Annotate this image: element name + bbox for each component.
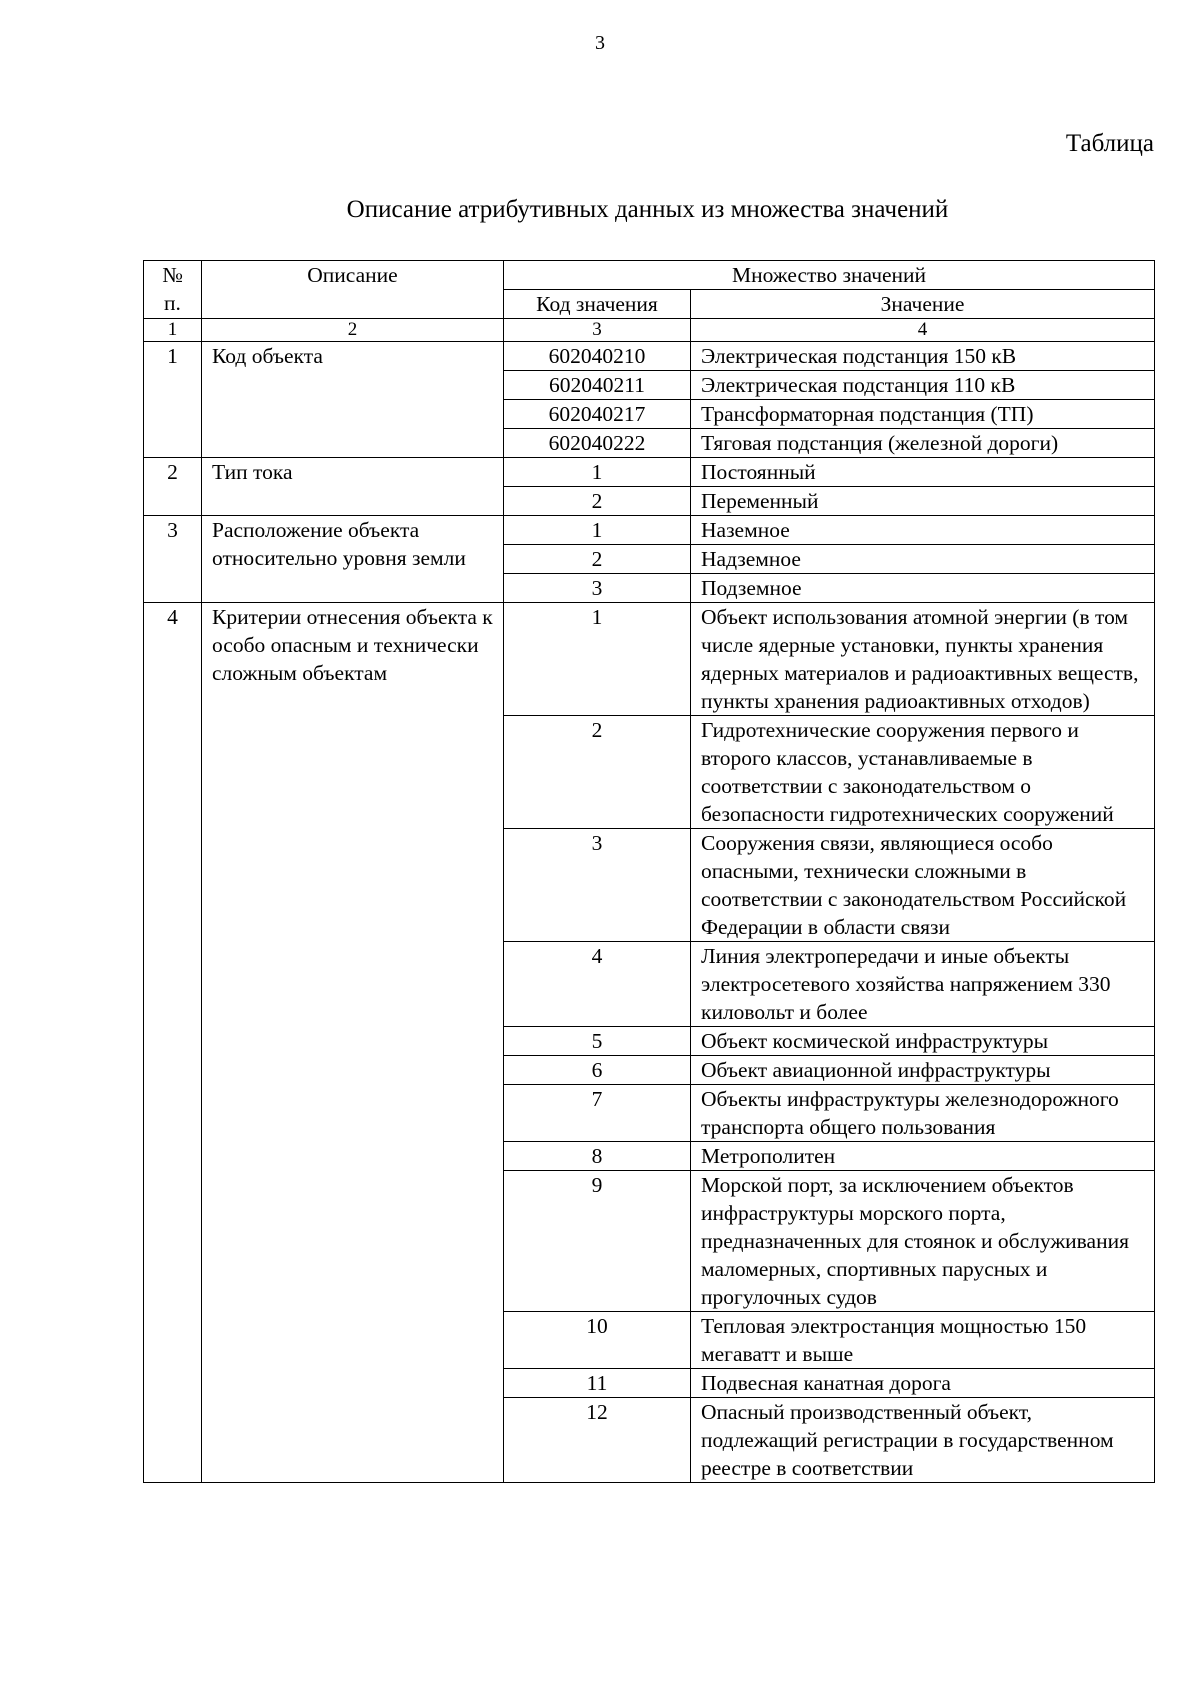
value-code: 2 [504, 545, 691, 574]
value-text: Подземное [691, 574, 1155, 603]
table-label: Таблица [1065, 130, 1154, 157]
table-row [144, 516, 1155, 545]
value-text: Сооружения связи, являющиеся особо опасными, технически сложными в соответствии с законодательством Российской Федерации в области связи [691, 829, 1155, 942]
value-text: Объекты инфраструктуры железнодорожного транспорта общего пользования [691, 1085, 1155, 1142]
value-code: 2 [504, 716, 691, 829]
value-code: 9 [504, 1171, 691, 1312]
value-text: Объект авиационной инфраструктуры [691, 1056, 1155, 1085]
value-text: Опасный производственный объект, подлежащий регистрации в государственном реестре в соответствии [691, 1398, 1155, 1483]
table-row [144, 342, 1155, 371]
value-text: Тепловая электростанция мощностью 150 мегаватт и выше [691, 1312, 1155, 1369]
value-text: Наземное [691, 516, 1155, 545]
table-row [144, 603, 1155, 716]
value-text: Объект космической инфраструктуры [691, 1027, 1155, 1056]
attribute-table [143, 260, 1155, 1483]
value-text: Тяговая подстанция (железной дороги) [691, 429, 1155, 458]
value-code: 3 [504, 829, 691, 942]
header-value-set: Множество значений [504, 261, 1155, 290]
header-description: Описание [202, 261, 504, 319]
attribute-description: Критерии отнесения объекта к особо опасным и технически сложным объектам [202, 603, 504, 1483]
attribute-description: Расположение объекта относительно уровня земли [202, 516, 504, 603]
value-code: 2 [504, 487, 691, 516]
value-code: 11 [504, 1369, 691, 1398]
value-code: 10 [504, 1312, 691, 1369]
row-number: 2 [144, 458, 202, 516]
value-text: Трансформаторная подстанция (ТП) [691, 400, 1155, 429]
value-text: Морской порт, за исключением объектов инфраструктуры морского порта, предназначенных для стоянок и обслуживания маломерных, спортивных парусных и прогулочных судов [691, 1171, 1155, 1312]
value-code: 6 [504, 1056, 691, 1085]
value-text: Подвесная канатная дорога [691, 1369, 1155, 1398]
value-code: 7 [504, 1085, 691, 1142]
value-code: 602040211 [504, 371, 691, 400]
header-code: Код значения [504, 290, 691, 319]
value-text: Переменный [691, 487, 1155, 516]
value-text: Электрическая подстанция 110 кВ [691, 371, 1155, 400]
value-code: 1 [504, 603, 691, 716]
header-num: № п. [144, 261, 202, 319]
value-text: Линия электропередачи и иные объекты электросетевого хозяйства напряжением 330 киловольт и более [691, 942, 1155, 1027]
column-number: 4 [691, 319, 1155, 342]
header-value: Значение [691, 290, 1155, 319]
value-text: Электрическая подстанция 150 кВ [691, 342, 1155, 371]
value-code: 602040210 [504, 342, 691, 371]
value-text: Гидротехнические сооружения первого и второго классов, устанавливаемые в соответствии с законодательством о безопасности гидротехнических сооружений [691, 716, 1155, 829]
row-number: 3 [144, 516, 202, 603]
value-code: 8 [504, 1142, 691, 1171]
value-code: 1 [504, 458, 691, 487]
value-code: 4 [504, 942, 691, 1027]
value-code: 3 [504, 574, 691, 603]
header-row-top [144, 261, 1155, 290]
column-number: 3 [504, 319, 691, 342]
column-number-row [144, 319, 1155, 342]
value-text: Объект использования атомной энергии (в том числе ядерные установки, пункты хранения ядерных материалов и радиоактивных веществ, пункты хранения радиоактивных отходов) [691, 603, 1155, 716]
table-body [144, 261, 1155, 1483]
document-title: Описание атрибутивных данных из множества значений [346, 196, 949, 223]
row-number: 4 [144, 603, 202, 1483]
row-number: 1 [144, 342, 202, 458]
value-code: 602040217 [504, 400, 691, 429]
value-text: Надземное [691, 545, 1155, 574]
value-code: 12 [504, 1398, 691, 1483]
attribute-description: Тип тока [202, 458, 504, 516]
table-row [144, 458, 1155, 487]
column-number: 1 [144, 319, 202, 342]
page-number: 3 [595, 32, 605, 54]
value-text: Метрополитен [691, 1142, 1155, 1171]
value-text: Постоянный [691, 458, 1155, 487]
value-code: 602040222 [504, 429, 691, 458]
attribute-description: Код объекта [202, 342, 504, 458]
value-code: 5 [504, 1027, 691, 1056]
column-number: 2 [202, 319, 504, 342]
value-code: 1 [504, 516, 691, 545]
